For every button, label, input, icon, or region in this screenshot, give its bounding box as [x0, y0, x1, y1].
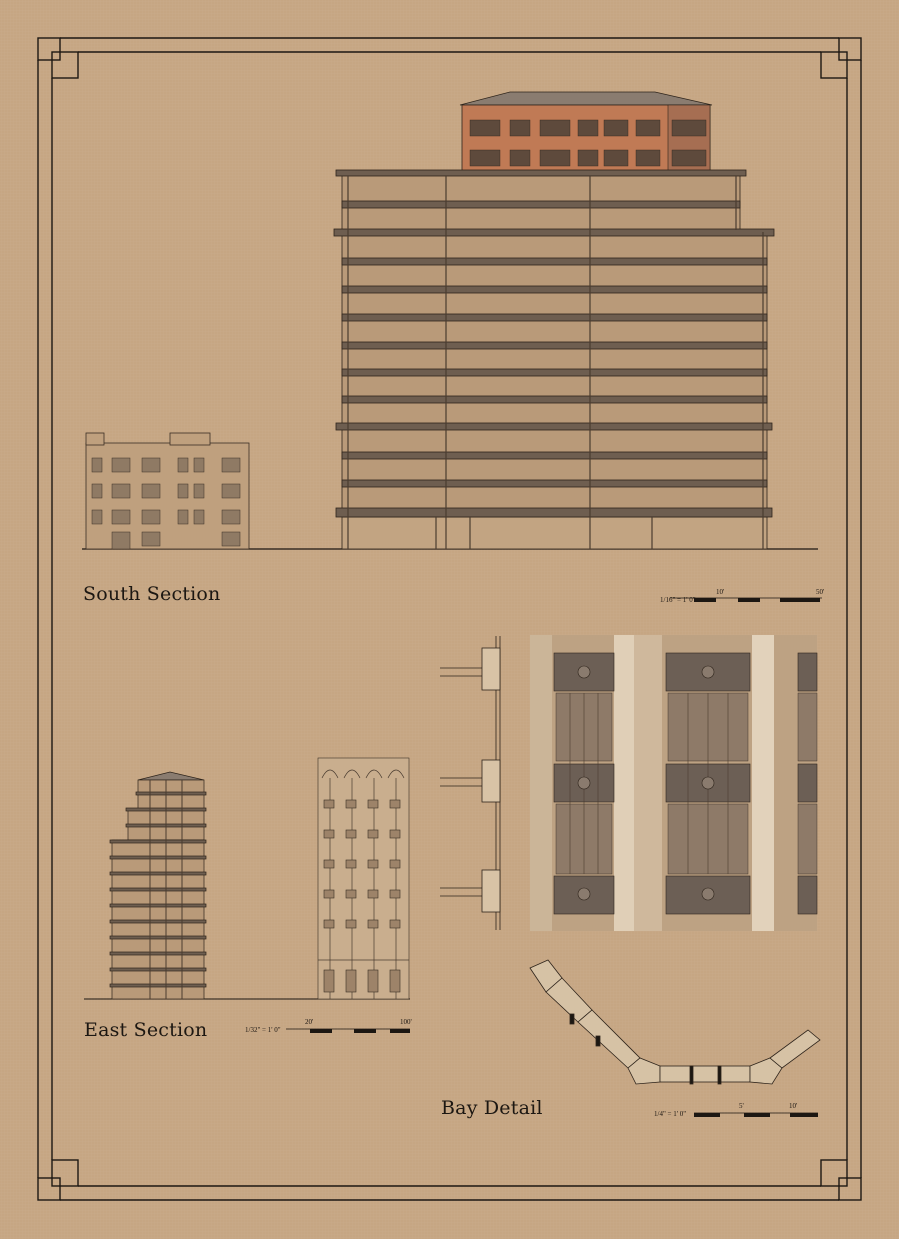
south-scale-ratio: 1/16" = 1' 0" — [660, 596, 696, 604]
east-scale-mark-2: 100' — [400, 1018, 412, 1026]
bay-wall-section — [440, 636, 500, 930]
south-scale-mark-2: 50' — [816, 588, 825, 596]
bay-scale-mark-2: 10' — [789, 1102, 798, 1110]
bay-scale-ratio: 1/4" = 1' 0" — [654, 1110, 687, 1118]
bay-plan — [530, 960, 820, 1084]
east-scale-ratio: 1/32" = 1' 0" — [245, 1026, 281, 1034]
south-section-title: South Section — [83, 583, 221, 605]
bay-scale-bar — [694, 1113, 818, 1117]
bay-scale-mark-1: 5' — [739, 1102, 744, 1110]
east-section-title: East Section — [84, 1019, 208, 1041]
bay-detail-title: Bay Detail — [441, 1097, 543, 1119]
south-scale-mark-1: 10' — [716, 588, 725, 596]
east-scale-mark-1: 20' — [305, 1018, 314, 1026]
bay-elevation-rendering — [530, 635, 817, 931]
